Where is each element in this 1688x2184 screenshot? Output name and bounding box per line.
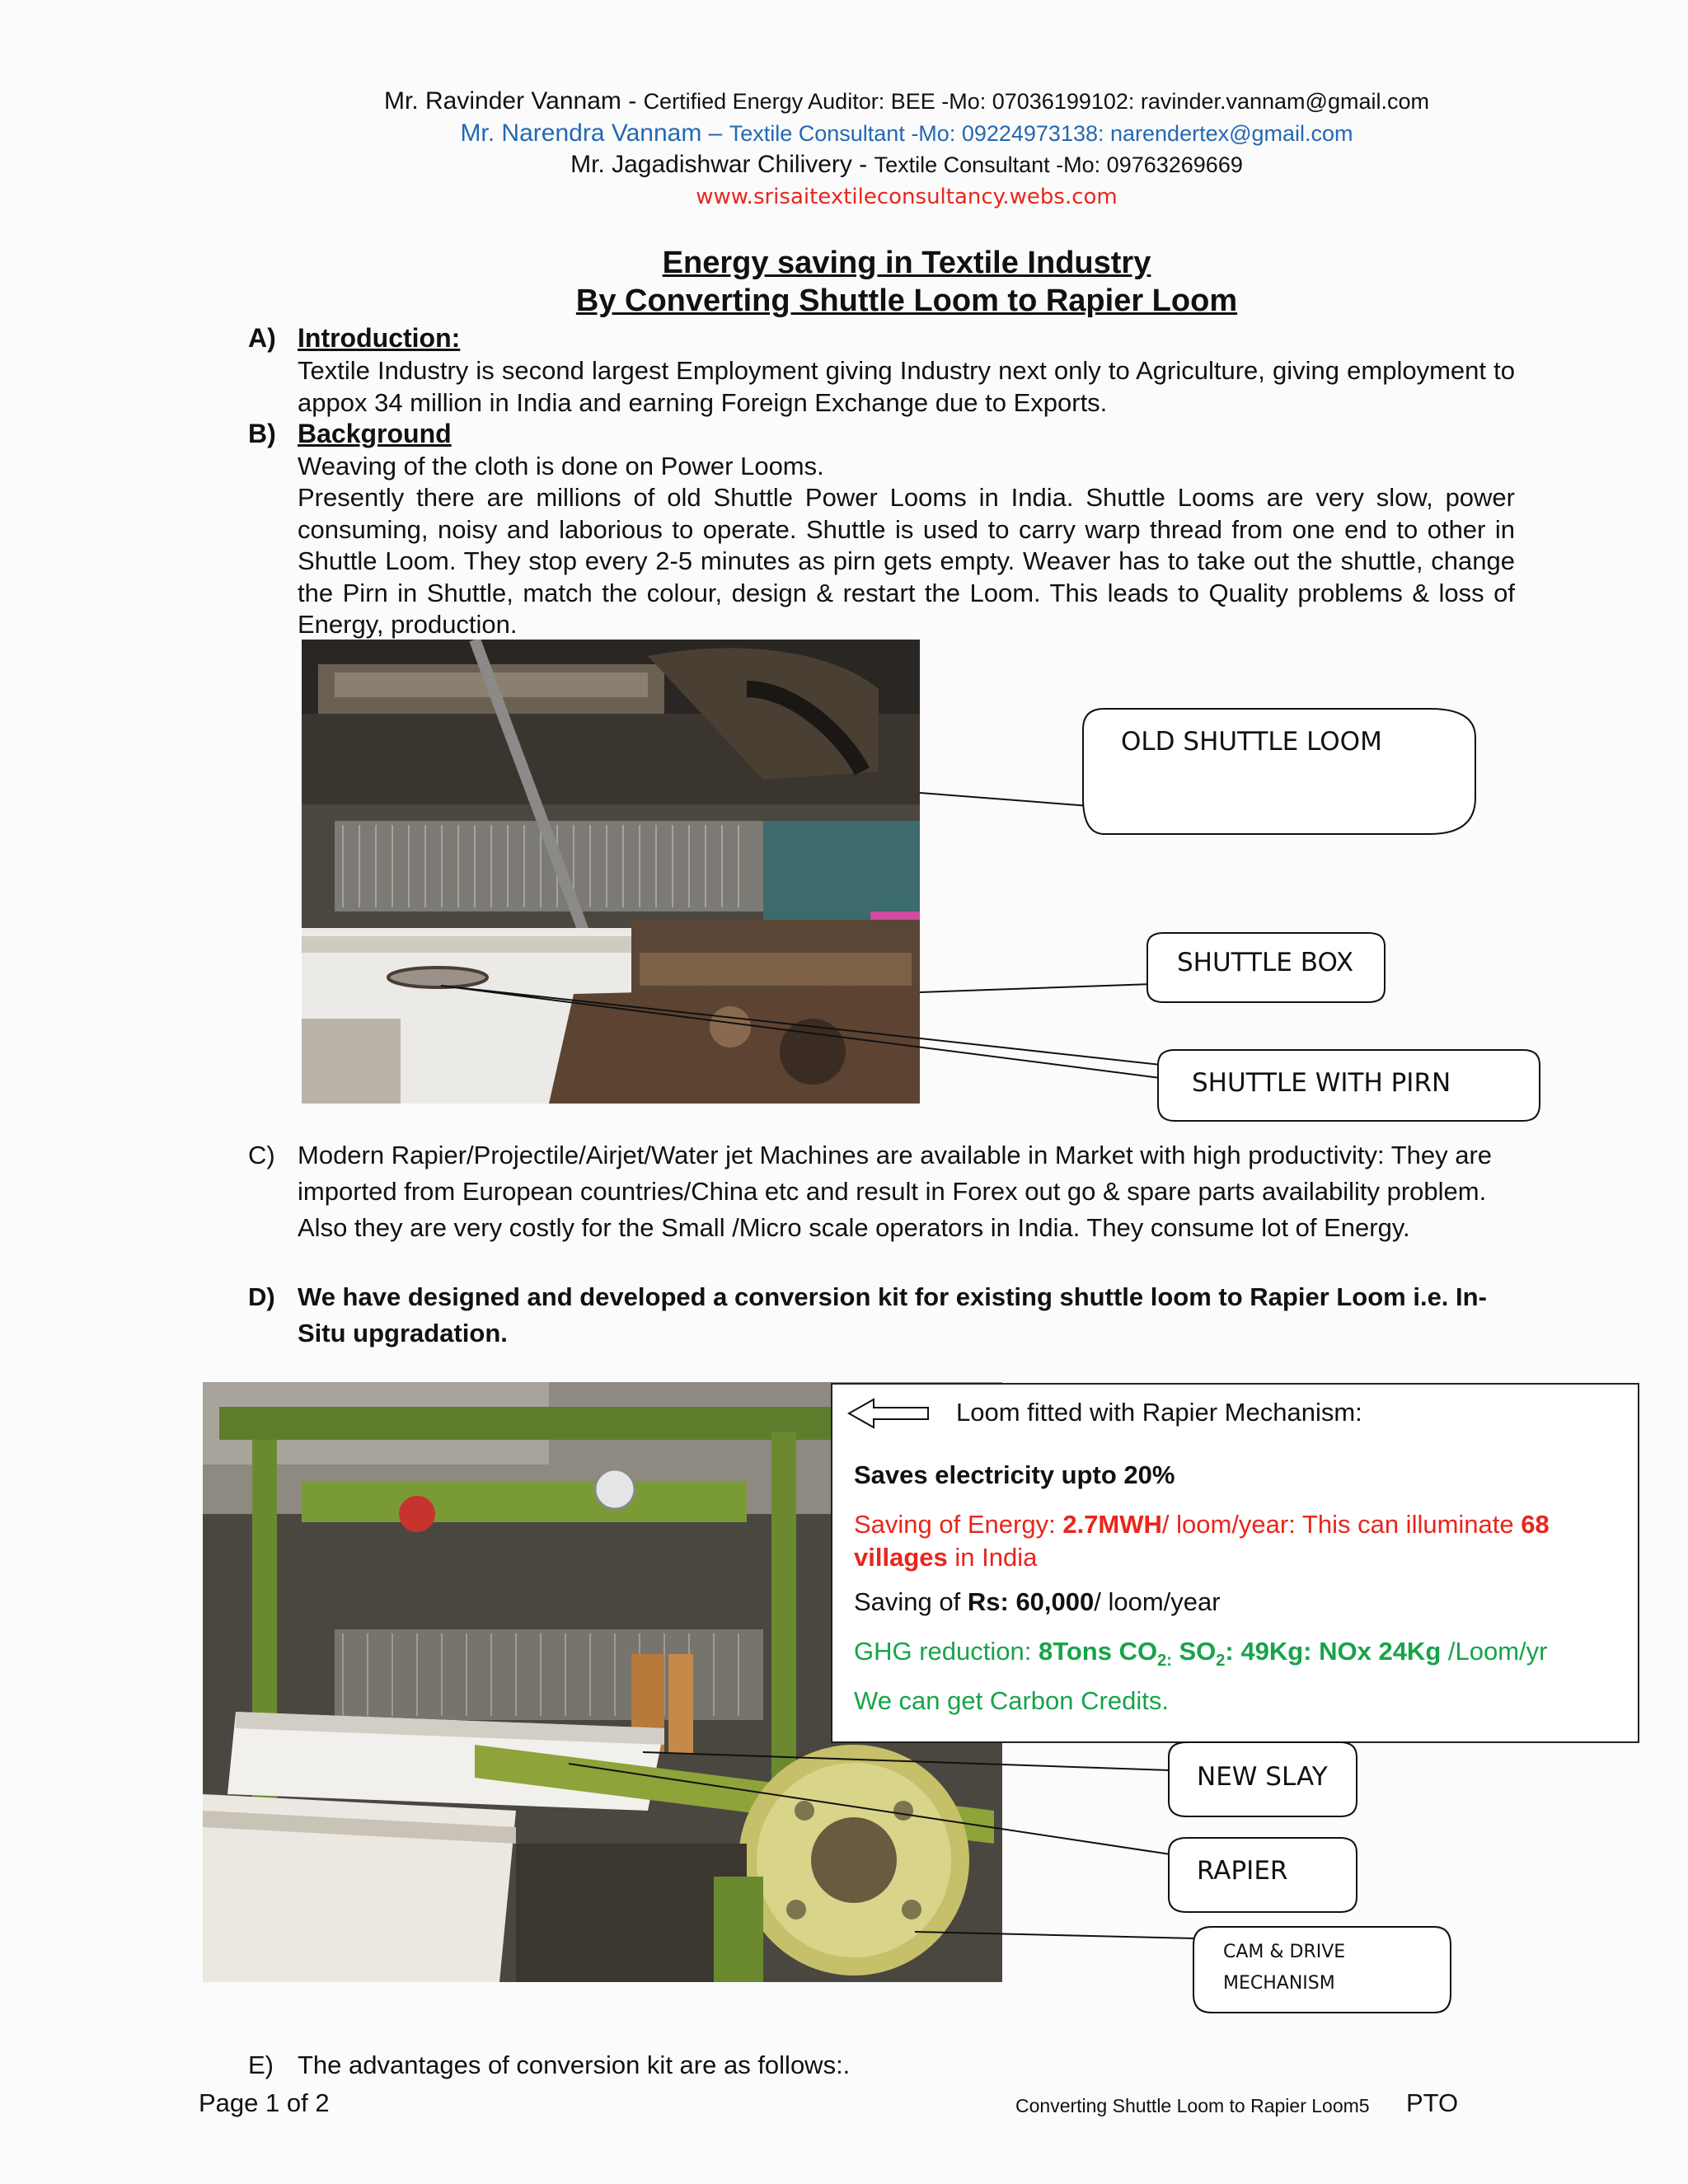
- doc-title-line-2: By Converting Shuttle Loom to Rapier Loom: [575, 284, 1238, 318]
- footer-pto: PTO: [1406, 2088, 1459, 2117]
- author-2-name: Mr. Narendra Vannam –: [460, 120, 729, 147]
- section-d-marker: D): [248, 1282, 275, 1311]
- page-number: Page 1 of 2: [199, 2088, 330, 2117]
- author-2-details: Textile Consultant -Mo: 09224973138: narendertex@gmail.com: [729, 121, 1353, 146]
- author-3-name: Mr. Jagadishwar Chilivery -: [570, 151, 874, 178]
- section-a-heading: Introduction:: [298, 323, 461, 353]
- author-1-name: Mr. Ravinder Vannam -: [384, 87, 644, 115]
- info-energy-saving: Saving of Energy: 2.7MWH/ loom/year: This can illuminate 68 villages in India: [854, 1510, 1550, 1572]
- section-a-text: Textile Industry is second largest Employment giving Industry next only to Agriculture, giving employment to appox 34 million in India and earning Foreign Exchange due to Exports.: [298, 356, 1515, 417]
- section-b-marker: B): [248, 419, 276, 448]
- info-ghg-reduction: GHG reduction: 8Tons $CO_{2:}$ $SO_2$: 49Kg: NOx 24Kg /Loom/yr: [854, 1637, 1548, 1671]
- callout-new-slay: NEW SLAY: [1197, 1762, 1328, 1792]
- section-c-marker: C): [248, 1141, 275, 1169]
- info-carbon-credits: We can get Carbon Credits.: [854, 1686, 1169, 1715]
- info-heading: Loom fitted with Rapier Mechanism:: [956, 1398, 1362, 1427]
- callout-rapier: RAPIER: [1197, 1856, 1288, 1886]
- section-b-text-1: Weaving of the cloth is done on Power Looms.: [298, 452, 824, 480]
- info-money-saving: Saving of Rs: 60,000/ loom/year: [854, 1587, 1221, 1616]
- doc-title-line-1: Energy saving in Textile Industry: [662, 246, 1151, 280]
- section-d-text: We have designed and developed a conversion kit for existing shuttle loom to Rapier Loom i.e. In-Situ upgradation.: [298, 1282, 1487, 1347]
- section-b-text-2: Presently there are millions of old Shuttle Power Looms in India. Shuttle Looms are very slow, power consuming, noisy and laborious to operate. Shuttle is used to carry warp thread from one end to other in Shuttle Loom. They stop every 2-5 minutes as pirn gets empty. Weaver has to take out the shuttle, change the Pirn in Shuttle, match the colour, design & restart the Loom. This leads to Quality problems & loss of Energy, production.: [298, 483, 1515, 639]
- section-b-heading: Background: [298, 419, 452, 448]
- author-3-details: Textile Consultant -Mo: 09763269669: [874, 152, 1243, 177]
- section-c-text: Modern Rapier/Projectile/Airjet/Water jet Machines are available in Market with high productivity: They are imported from European countries/China etc and result in Forex out go & spare parts availability problem. Also they are very costly for the Small /Micro scale operators in India. They consume lot of Energy.: [298, 1141, 1493, 1242]
- footer-doc-name: Converting Shuttle Loom to Rapier Loom5: [1015, 2095, 1370, 2116]
- callout-cam-drive-line-1: CAM & DRIVE: [1223, 1942, 1346, 1962]
- callout-shuttle-box: SHUTTLE BOX: [1177, 948, 1354, 977]
- callout-cam-drive-line-2: MECHANISM: [1223, 1973, 1335, 1994]
- website-link[interactable]: www.srisaitextileconsultancy.webs.com: [696, 185, 1118, 209]
- info-saves-electricity: Saves electricity upto 20%: [854, 1460, 1175, 1489]
- section-a-marker: A): [248, 323, 276, 353]
- author-1-details: Certified Energy Auditor: BEE -Mo: 07036199102: ravinder.vannam@gmail.com: [643, 89, 1429, 114]
- callout-shuttle-with-pirn: SHUTTLE WITH PIRN: [1192, 1068, 1451, 1098]
- section-e-marker: E): [248, 2050, 274, 2079]
- callout-old-shuttle-loom: OLD SHUTTLE LOOM: [1121, 727, 1382, 757]
- section-e-text: The advantages of conversion kit are as follows:.: [298, 2050, 851, 2079]
